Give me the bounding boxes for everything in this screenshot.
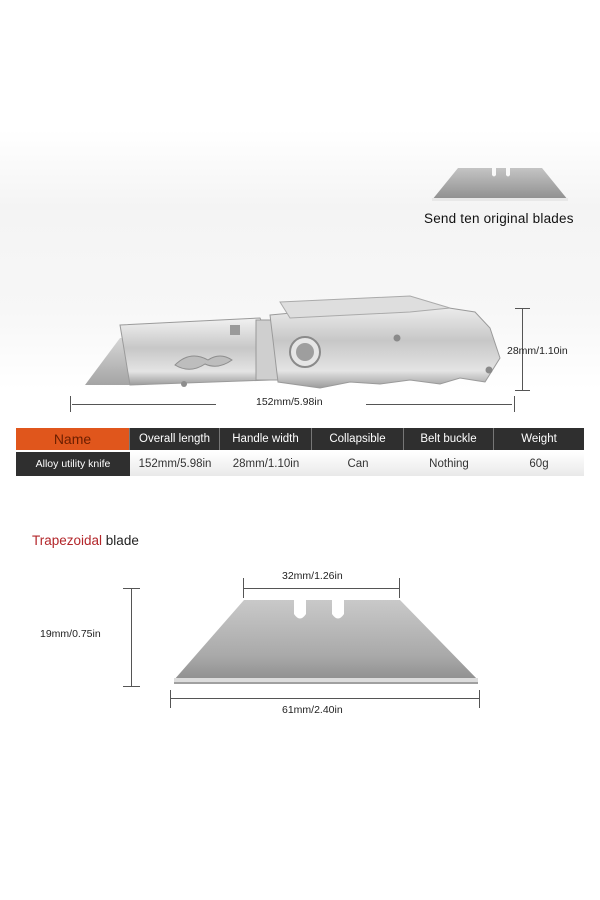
trapezoidal-blade-image <box>170 598 482 690</box>
cell-handle-width: 28mm/1.10in <box>232 458 300 470</box>
title-accent-text: Trapezoidal <box>32 533 103 548</box>
blade-bottom-width-label: 61mm/2.40in <box>282 704 343 716</box>
blade-height-tick <box>123 686 140 687</box>
cell-overall-length: 152mm/5.98in <box>138 458 212 470</box>
bottom-width-tick <box>170 690 171 708</box>
bottom-width-tick <box>479 690 480 708</box>
title-rest-text: blade <box>102 533 139 548</box>
cell-collapsible: Can <box>347 458 369 470</box>
knife-length-label: 152mm/5.98in <box>256 396 323 408</box>
length-dimension-line <box>72 404 216 405</box>
height-dimension-tick <box>515 308 530 309</box>
spec-table-header <box>16 428 584 450</box>
spec-table-row <box>16 452 584 476</box>
cell-weight: 60g <box>529 458 549 470</box>
cell-belt-buckle: Nothing <box>429 458 469 470</box>
bottom-width-line <box>171 698 479 699</box>
knife-height-label: 28mm/1.10in <box>507 345 568 357</box>
top-width-line <box>244 588 399 589</box>
blade-note: Send ten original blades <box>424 211 574 226</box>
blade-section-title <box>32 533 139 548</box>
knife-image <box>80 290 510 405</box>
header-overall-length: Overall length <box>130 428 220 450</box>
header-handle-width: Handle width <box>220 428 312 450</box>
blade-height-line <box>131 588 132 686</box>
length-dimension-line <box>366 404 512 405</box>
header-name: Name <box>16 428 130 450</box>
blade-top-width-label: 32mm/1.26in <box>282 570 343 582</box>
spec-table <box>16 428 584 476</box>
length-dimension-tick <box>514 396 515 412</box>
blade-height-label: 19mm/0.75in <box>40 628 101 640</box>
cell-name: Alloy utility knife <box>16 452 130 476</box>
top-width-tick <box>399 578 400 598</box>
header-collapsible: Collapsible <box>312 428 404 450</box>
header-belt-buckle: Belt buckle <box>404 428 494 450</box>
blade-height-tick <box>123 588 140 589</box>
header-weight: Weight <box>521 433 557 445</box>
small-blade-image <box>430 165 570 203</box>
length-dimension-tick <box>70 396 71 412</box>
height-dimension-tick <box>515 390 530 391</box>
